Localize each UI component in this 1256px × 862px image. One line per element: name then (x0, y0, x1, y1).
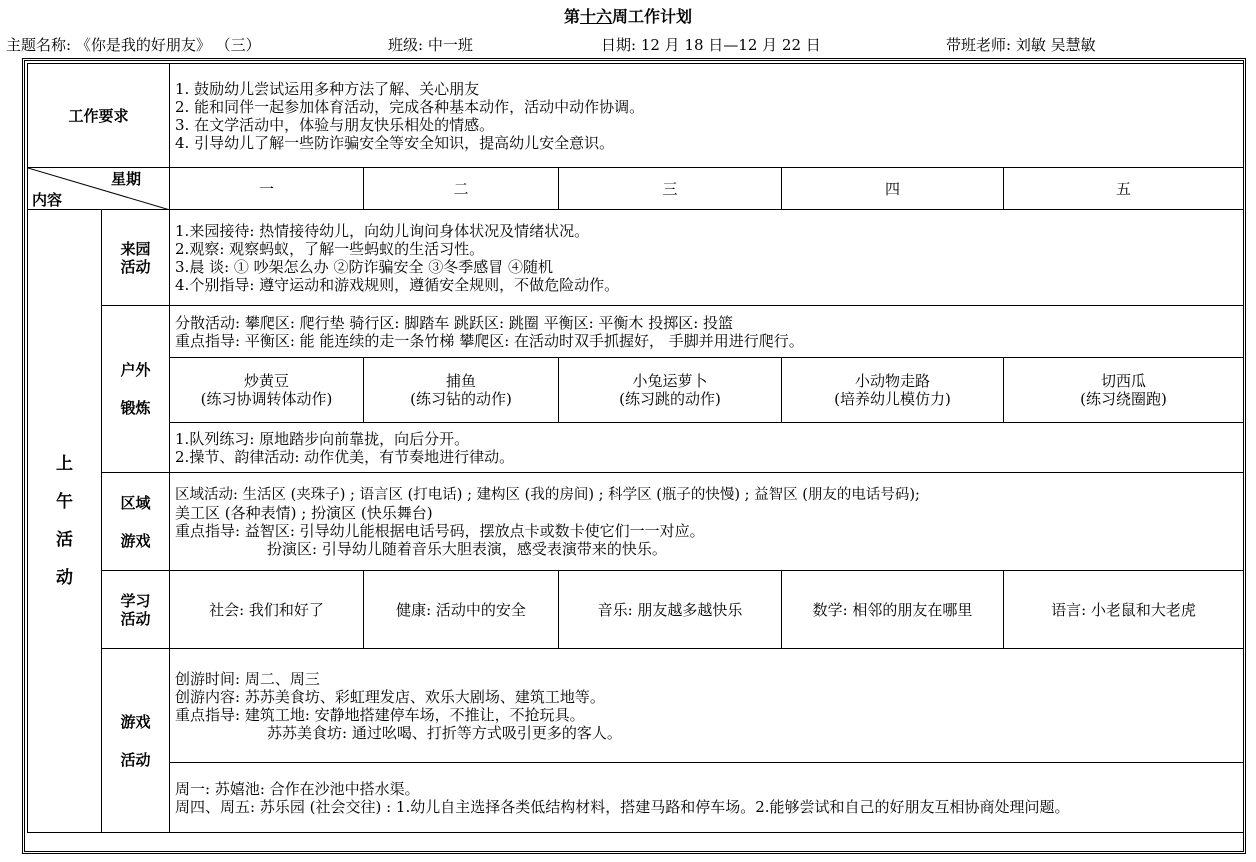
game-activity-label: 游戏 活动 (102, 649, 170, 833)
day-header: 五 (1004, 168, 1244, 210)
area-games-content: 区域活动: 生活区 (夹珠子) ; 语言区 (打电话) ; 建构区 (我的房间) ; 科学区 (瓶子的快慢) ; 益智区 (朋友的电话号码); 美工区 (各种表情) ; 扮演区 (快乐舞台) 重点指导: 益智区: 引导幼儿能根据电话号码，摆放点卡或数卡使它们一一对应。 扮演区: 引导幼儿随着音乐大胆表演，感受表演带来的快乐。 (170, 473, 1244, 571)
diagonal-header-cell (28, 168, 170, 210)
game-activity-bottom-row (28, 763, 1244, 833)
learning-label: 学习 活动 (102, 571, 170, 649)
outdoor-bottom-row (28, 423, 1244, 473)
day-header: 四 (782, 168, 1004, 210)
content-label: 内容 (32, 191, 63, 209)
outdoor-games-row (28, 358, 1244, 423)
day-header: 二 (364, 168, 559, 210)
outdoor-game: 捕鱼 (练习钻的动作) (364, 358, 559, 423)
outdoor-game: 切西瓜 (练习绕圈跑) (1004, 358, 1244, 423)
plan-table-frame (22, 58, 1246, 854)
outdoor-top-content: 分散活动: 攀爬区: 爬行垫 骑行区: 脚踏车 跳跃区: 跳圈 平衡区: 平衡木 投掷区: 投篮 重点指导: 平衡区: 能 能连续的走一条竹梯 攀爬区: 在活动时双手抓握好， 手脚并用进行爬行。 (170, 306, 1244, 358)
outdoor-bottom-content: 1.队列练习: 原地踏步向前靠拢，向后分开。 2.操节、韵律活动: 动作优美，有节奏地进行律动。 (170, 423, 1244, 473)
requirements-list (170, 64, 1244, 168)
morning-section-label: 上 午 活 动 (28, 210, 102, 833)
requirements-label: 工作要求 (28, 64, 170, 168)
plan-table (27, 63, 1244, 833)
game-activity-top-row (28, 649, 1244, 763)
learning-item: 语言: 小老鼠和大老虎 (1004, 571, 1244, 649)
outdoor-game: 小兔运萝卜 (练习跳的动作) (559, 358, 782, 423)
teacher-field: 带班老师: 刘敏 吴慧敏 (946, 36, 1096, 54)
requirement-item: 3. 在文学活动中，体验与朋友快乐相处的情感。 (175, 115, 495, 134)
learning-row (28, 571, 1244, 649)
learning-item: 健康: 活动中的安全 (364, 571, 559, 649)
game-activity-extra: 周一: 苏嬉池: 合作在沙池中搭水渠。 周四、周五: 苏乐园 (社会交往) : 1.幼儿自主选择各类低结构材料，搭建马路和停车场。2.能够尝试和自己的好朋友互相协商处理问题。 (170, 763, 1244, 833)
outdoor-top-row (28, 306, 1244, 358)
arrival-label: 来园 活动 (102, 210, 170, 306)
outdoor-game: 炒黄豆 (练习协调转体动作) (170, 358, 364, 423)
date-field: 日期: 12 月 18 日—12 月 22 日 (601, 36, 821, 54)
class-field: 班级: 中一班 (388, 36, 473, 54)
outdoor-label: 户外 锻炼 (102, 306, 170, 473)
area-games-label: 区域 游戏 (102, 473, 170, 571)
page-title: 第十六周工作计划 (563, 7, 693, 26)
area-games-row (28, 473, 1244, 571)
learning-item: 数学: 相邻的朋友在哪里 (782, 571, 1004, 649)
learning-item: 社会: 我们和好了 (170, 571, 364, 649)
weekday-label: 星期 (111, 170, 142, 188)
day-header: 三 (559, 168, 782, 210)
learning-item: 音乐: 朋友越多越快乐 (559, 571, 782, 649)
arrival-content: 1.来园接待: 热情接待幼儿，向幼儿询问身体状况及情绪状况。 2.观察: 观察蚂蚁，了解一些蚂蚁的生活习性。 3.晨 谈: ① 吵架怎么办 ②防诈骗安全 ③冬季感冒 ④随机 4.个别指导: 遵守运动和游戏规则，遵循安全规则，不做危险动作。 (170, 210, 1244, 306)
requirement-item: 4. 引导幼儿了解一些防诈骗安全等安全知识，提高幼儿安全意识。 (175, 133, 615, 152)
day-header: 一 (170, 168, 364, 210)
theme-field: 主题名称: 《你是我的好朋友》 （三） (6, 36, 261, 54)
requirement-item: 2. 能和同伴一起参加体育活动，完成各种基本动作，活动中动作协调。 (175, 97, 645, 116)
header-row (28, 168, 1244, 210)
requirements-row (28, 64, 1244, 168)
requirement-item: 1. 鼓励幼儿尝试运用多种方法了解、关心朋友 (175, 79, 480, 98)
outdoor-game: 小动物走路 (培养幼儿模仿力) (782, 358, 1004, 423)
game-activity-content: 创游时间: 周二、周三 创游内容: 苏苏美食坊、彩虹理发店、欢乐大剧场、建筑工地等。 重点指导: 建筑工地: 安静地搭建停车场，不推让，不抢玩具。 苏苏美食坊: 通过吆喝、打折等方式吸引更多的客人。 (170, 649, 1244, 763)
arrival-row (28, 210, 1244, 306)
